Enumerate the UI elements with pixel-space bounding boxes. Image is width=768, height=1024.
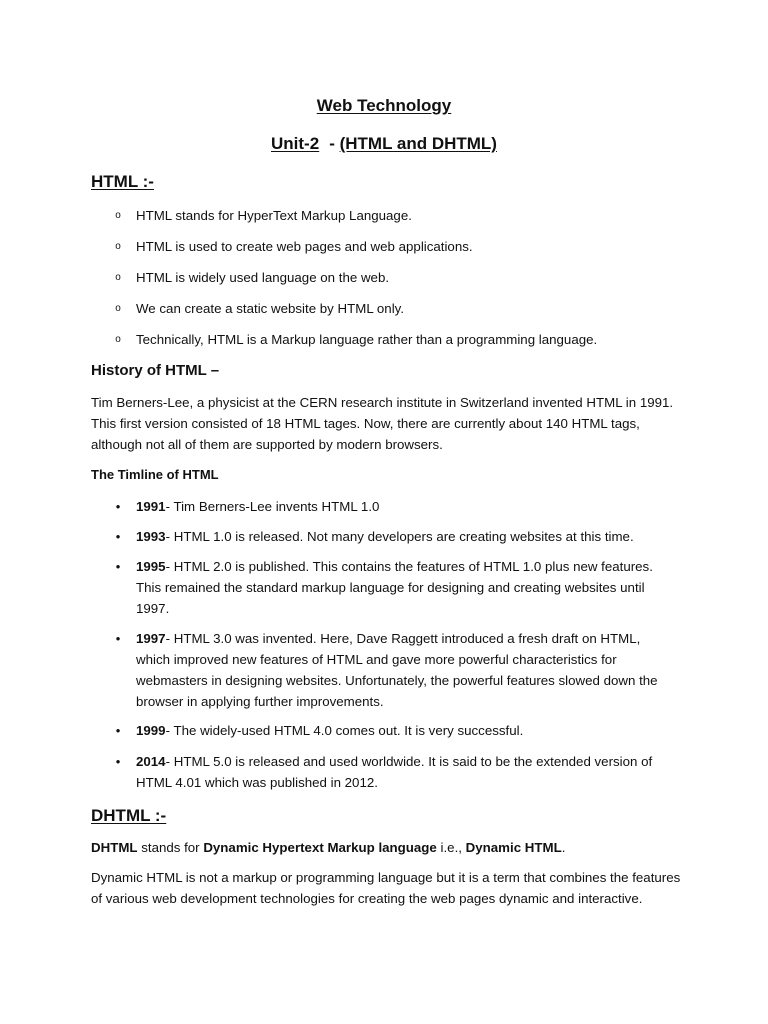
circle-bullet-icon: o xyxy=(115,210,121,221)
circle-bullet-icon: o xyxy=(115,334,121,345)
dhtml-short-name: Dynamic HTML xyxy=(465,840,562,855)
timeline-heading: The Timline of HTML xyxy=(91,467,219,482)
disc-bullet-icon: • xyxy=(115,754,121,769)
timeline-year: 2014 xyxy=(136,754,166,769)
timeline-year: 1999 xyxy=(136,723,166,738)
html-section-heading: HTML :- xyxy=(91,172,154,191)
timeline-year: 1995 xyxy=(136,559,166,574)
timeline-item: • 2014- HTML 5.0 is released and used worldwide. It is said to be the extended version of HTML 4.01 which was published in 2012. xyxy=(112,751,674,793)
timeline-year: 1993 xyxy=(136,529,166,544)
dhtml-definition: DHTML stands for Dynamic Hypertext Markup language i.e., Dynamic HTML. xyxy=(91,840,566,855)
timeline-item: • 1993- HTML 1.0 is released. Not many developers are creating websites at this time. xyxy=(112,526,674,547)
circle-bullet-icon: o xyxy=(115,241,121,252)
list-item: o HTML is widely used language on the web. xyxy=(112,267,692,288)
list-item: o HTML stands for HyperText Markup Language. xyxy=(112,205,692,226)
document-title xyxy=(0,95,768,117)
dhtml-paragraph: Dynamic HTML is not a markup or programming language but it is a term that combines the features of various web development technologies for creating the web pages dynamic and interactive. xyxy=(91,870,681,906)
unit-title xyxy=(0,133,768,155)
timeline-year: 1997 xyxy=(136,631,166,646)
disc-bullet-icon: • xyxy=(115,723,121,738)
dhtml-section-heading: DHTML :- xyxy=(91,806,167,825)
circle-bullet-icon: o xyxy=(115,272,121,283)
document-title-text: Web Technology xyxy=(316,96,452,115)
disc-bullet-icon: • xyxy=(115,631,121,646)
list-item: o We can create a static website by HTML only. xyxy=(112,298,692,319)
unit-topic: (HTML and DHTML) xyxy=(339,134,497,153)
disc-bullet-icon: • xyxy=(115,529,121,544)
timeline-item: • 1997- HTML 3.0 was invented. Here, Dave Raggett introduced a fresh draft on HTML, which improved new features of HTML and gave more powerful characteristics for webmasters in designing websites. Unfortunately, the powerful features slowed down the browser in applying further improvements. xyxy=(112,628,674,712)
dhtml-term: DHTML xyxy=(91,840,138,855)
dhtml-full-name: Dynamic Hypertext Markup language xyxy=(203,840,437,855)
timeline-year: 1991 xyxy=(136,499,166,514)
list-item: o HTML is used to create web pages and web applications. xyxy=(112,236,692,257)
disc-bullet-icon: • xyxy=(115,559,121,574)
unit-label: Unit-2 xyxy=(271,134,320,153)
timeline-item: • 1999- The widely-used HTML 4.0 comes out. It is very successful. xyxy=(112,720,674,741)
circle-bullet-icon: o xyxy=(115,303,121,314)
history-paragraph: Tim Berners-Lee, a physicist at the CERN research institute in Switzerland invented HTML in 1991. This first version consisted of 18 HTML tages. Now, there are currently about 140 HTML tags, although not all of them are supported by modern browsers. xyxy=(91,395,674,452)
history-heading: History of HTML – xyxy=(91,362,220,379)
timeline-item: • 1995- HTML 2.0 is published. This contains the features of HTML 1.0 plus new features. This remained the standard markup language for designing and creating websites until 1997. xyxy=(112,556,674,619)
unit-separator: - xyxy=(329,134,335,153)
timeline-item: • 1991- Tim Berners-Lee invents HTML 1.0 xyxy=(112,496,674,517)
disc-bullet-icon: • xyxy=(115,499,121,514)
list-item: o Technically, HTML is a Markup language rather than a programming language. xyxy=(112,329,692,350)
